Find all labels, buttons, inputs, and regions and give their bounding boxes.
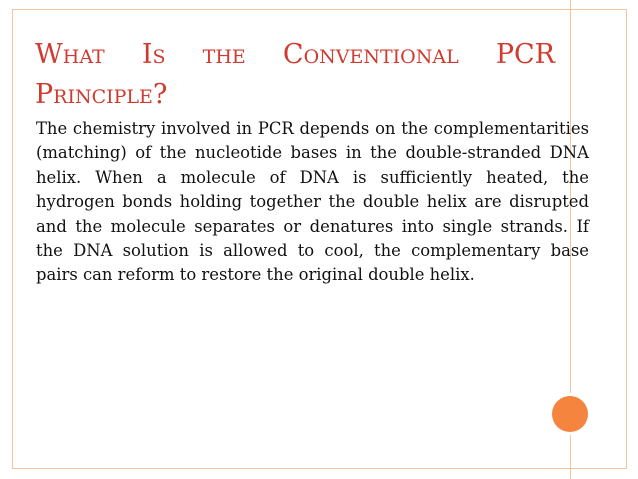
slide-body-text: The chemistry involved in PCR depends on the complementarities (matching) of the nucleotide bases in the double-stranded DNA helix. When a molecule of DNA is sufficiently heated, the hydrogen bonds holding together the double helix are disrupted and the molecule separates or denatures into single strands. If the DNA solution is allowed to cool, the complementary base pairs can reform to restore the original double helix. [36,119,589,285]
accent-circle-icon [552,396,588,432]
slide-title: What Is the Conventional PCR Principle? [35,39,555,110]
